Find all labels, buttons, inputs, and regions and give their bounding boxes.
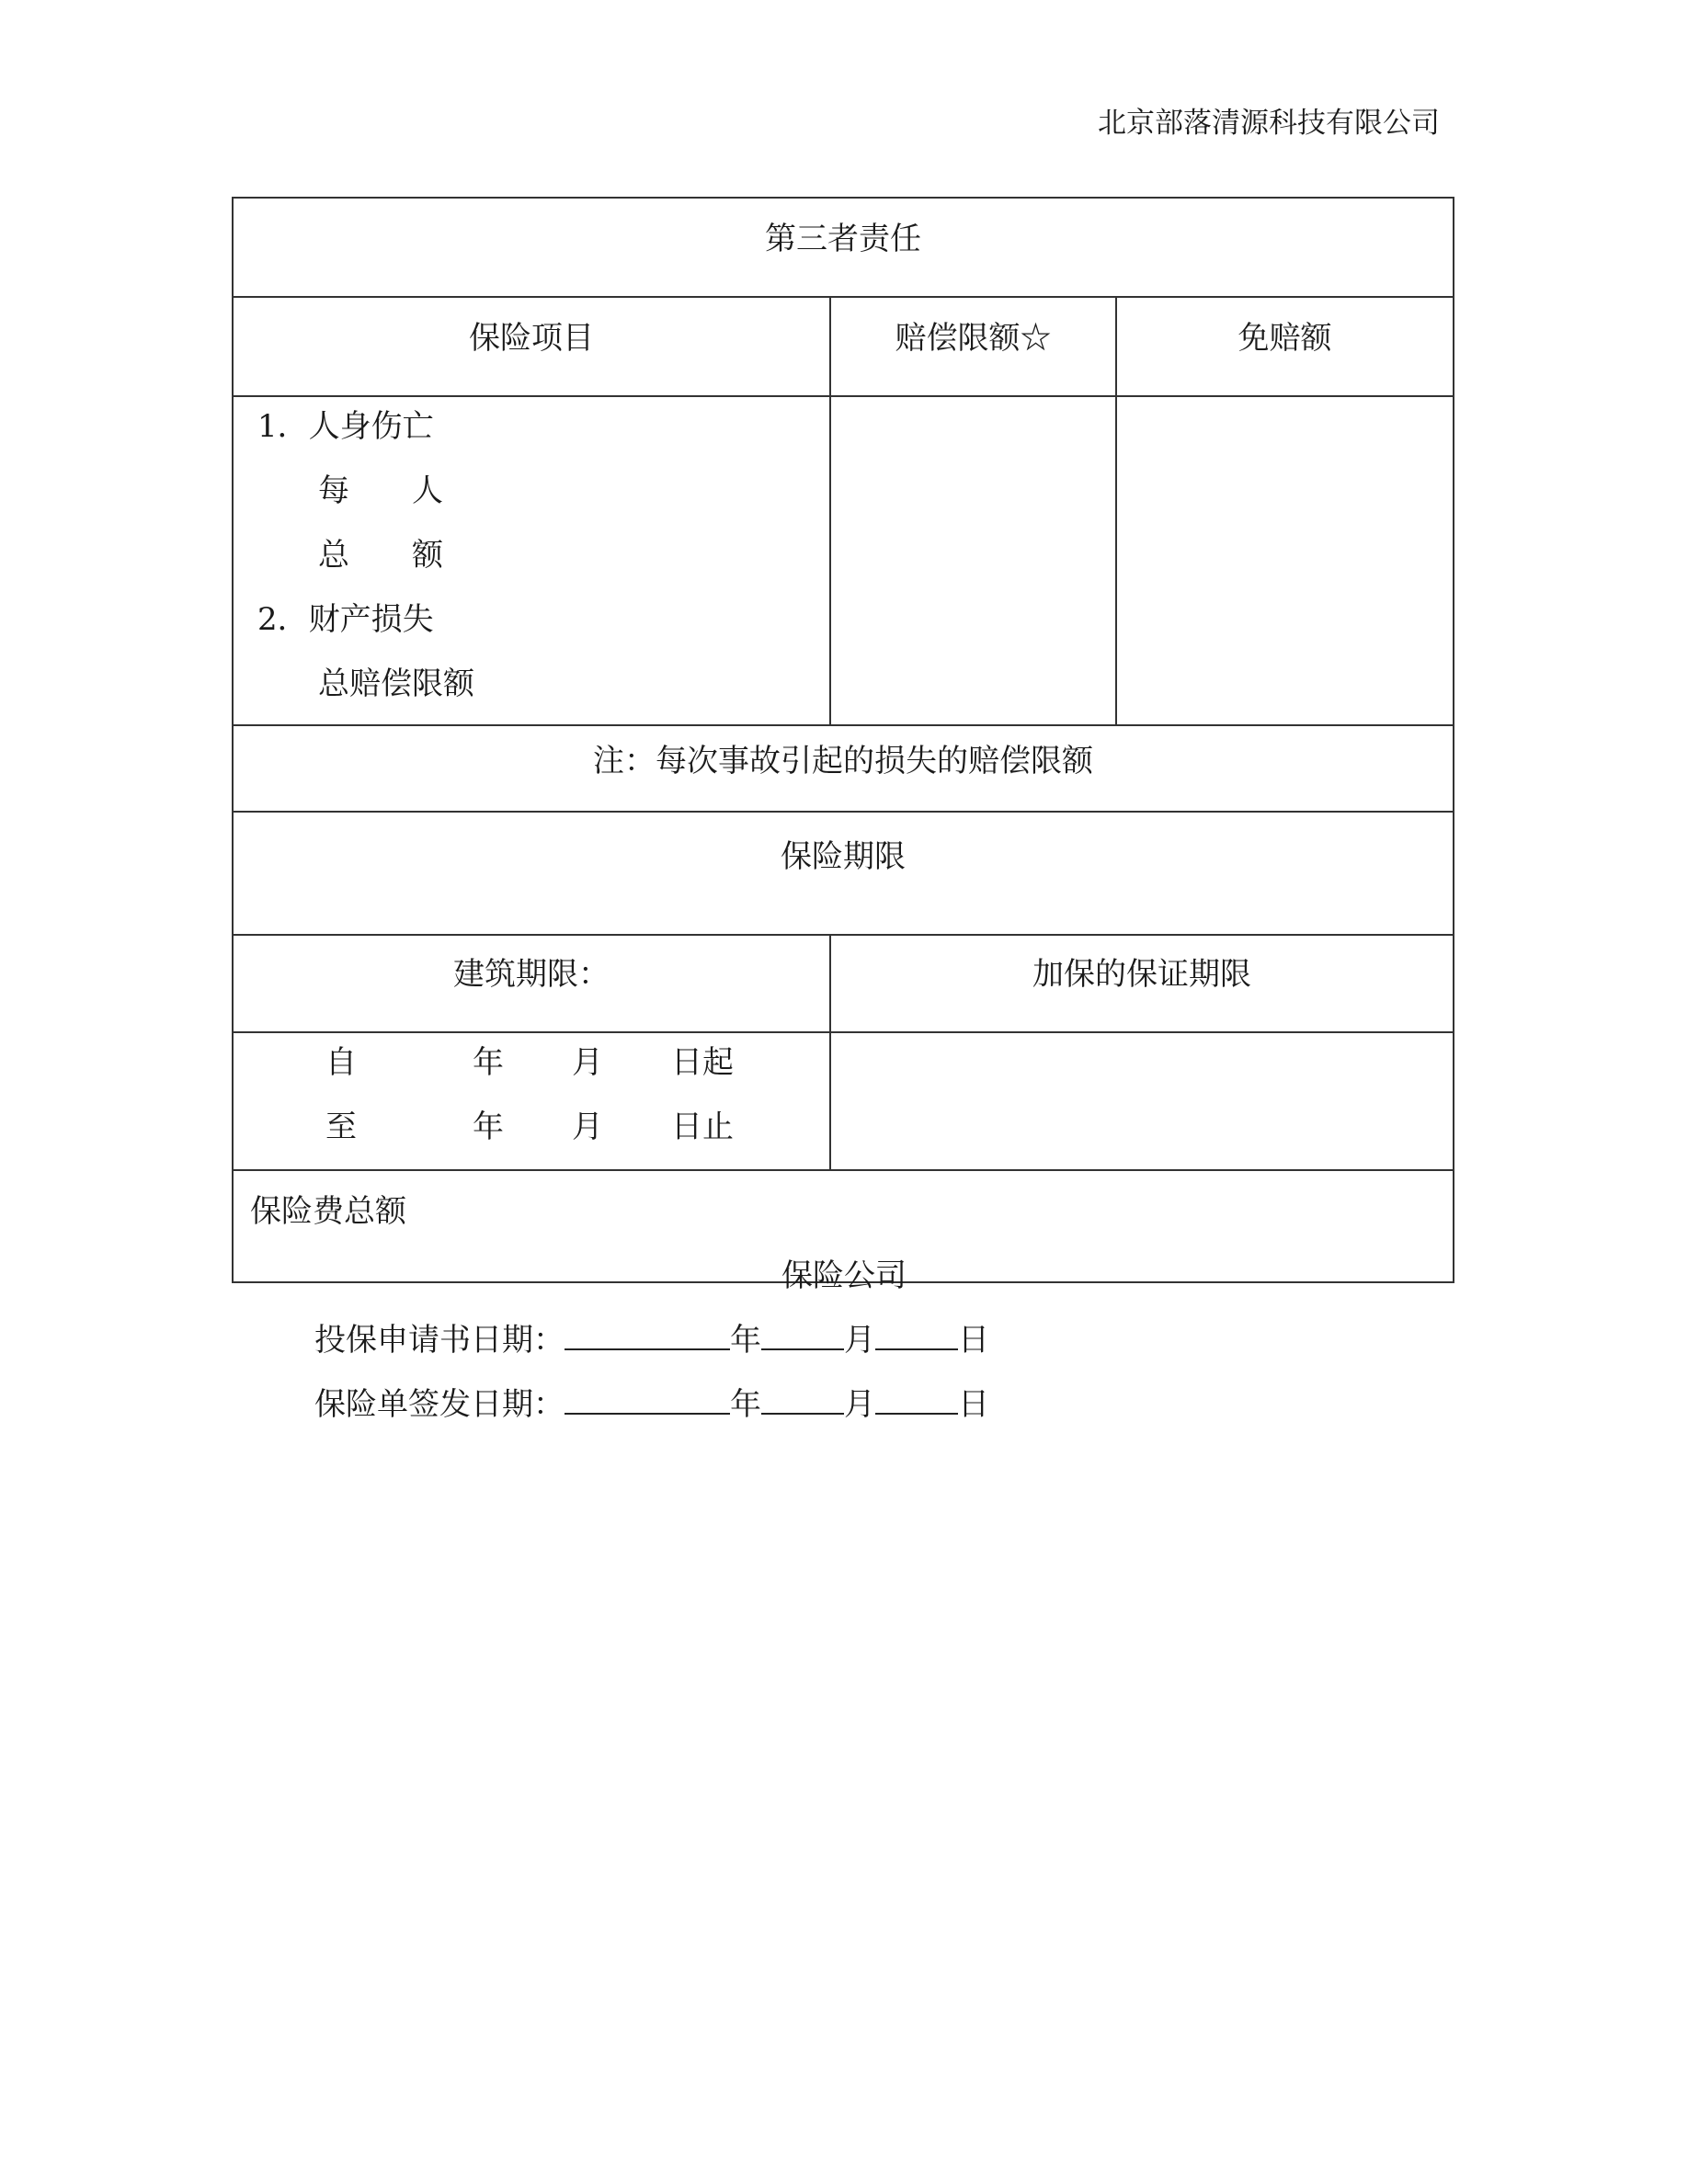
application-date-label: 投保申请书日期： [314,1322,565,1359]
item-property-loss: 2．财产损失 [257,601,434,638]
application-day-unit: 日 [958,1322,989,1359]
column-header-deductible: 免赔额 [1116,297,1454,396]
application-date-line [314,1314,989,1359]
column-header-limit: 赔偿限额☆ [830,297,1116,396]
application-year-unit: 年 [730,1322,761,1359]
item-per-person: 每 人 [318,472,443,509]
items-cell [233,396,830,725]
from-day: 日起 [671,1044,734,1081]
third-party-liability-title: 第三者责任 [233,198,1454,297]
extended-period-cell[interactable] [830,1032,1454,1170]
application-month-blank[interactable] [761,1321,844,1350]
column-header-item: 保险项目 [233,297,830,396]
construction-period-label: 建筑期限： [233,935,830,1032]
construction-dates-cell [233,1032,830,1170]
item-total: 总 额 [318,537,443,574]
to-month: 月 [572,1109,603,1145]
issue-day-blank[interactable] [875,1385,958,1415]
application-year-blank[interactable] [565,1321,730,1350]
issue-month-unit: 月 [844,1386,875,1423]
item-total-limit: 总赔偿限额 [318,665,474,702]
deductible-cell[interactable] [1116,396,1454,725]
application-day-blank[interactable] [875,1321,958,1350]
to-label: 至 [325,1109,357,1145]
premium-total-label: 保险费总额 [233,1170,1454,1282]
from-label: 自 [325,1044,357,1081]
issue-month-blank[interactable] [761,1385,844,1415]
period-title: 保险期限 [233,812,1454,935]
issue-date-line [314,1379,989,1424]
from-month: 月 [572,1044,603,1081]
item-personal-injury: 1．人身伤亡 [257,408,434,445]
insurance-company-label: 保险公司 [781,1257,907,1294]
insurance-form-table [232,197,1454,1283]
application-month-unit: 月 [844,1322,875,1359]
issue-year-unit: 年 [730,1386,761,1423]
to-date-line [325,1103,829,1167]
issue-year-blank[interactable] [565,1385,730,1415]
to-day: 日止 [671,1109,734,1145]
from-date-line [325,1039,829,1103]
from-year: 年 [473,1044,504,1081]
extended-period-label: 加保的保证期限 [830,935,1454,1032]
note-text: 注：每次事故引起的损失的赔偿限额 [233,725,1454,812]
to-year: 年 [473,1109,504,1145]
issue-day-unit: 日 [958,1386,989,1423]
company-name: 北京部落清源科技有限公司 [1098,107,1440,140]
limit-cell[interactable] [830,396,1116,725]
issue-date-label: 保险单签发日期： [314,1386,565,1423]
